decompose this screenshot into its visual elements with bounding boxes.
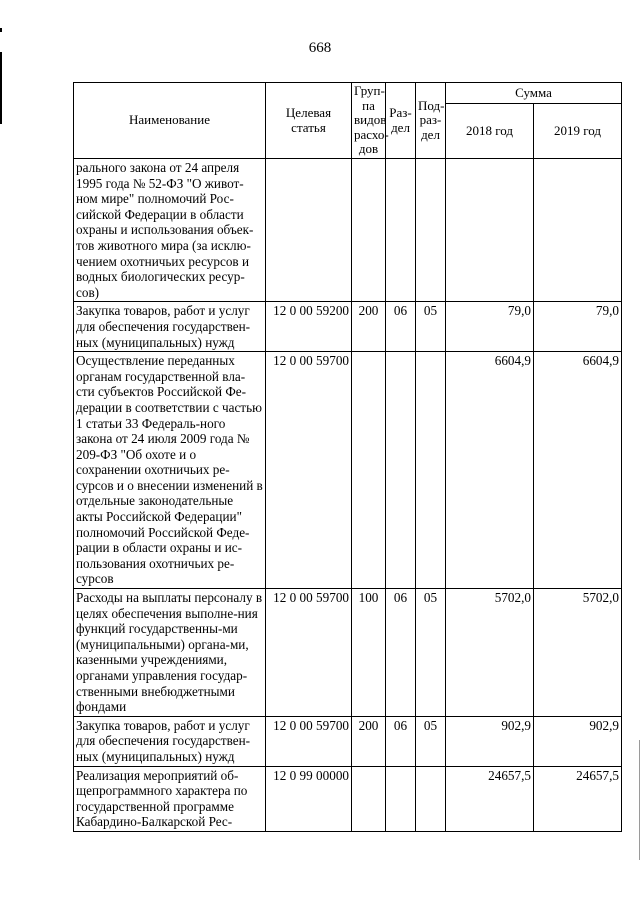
row-sum-2018: 5702,0 [446, 589, 534, 717]
row-sum-2019 [534, 159, 622, 302]
row-target: 12 0 00 59700 [266, 352, 352, 589]
header-section: Раз-дел [386, 83, 416, 159]
budget-table [73, 82, 622, 832]
row-sum-2018: 6604,9 [446, 352, 534, 589]
row-subsection: 05 [416, 589, 446, 717]
row-target: 12 0 99 00000 [266, 766, 352, 831]
table-row [74, 352, 622, 589]
row-sum-2019: 79,0 [534, 302, 622, 352]
row-sum-2018: 902,9 [446, 716, 534, 766]
row-name: Реализация мероприятий об-щепрограммного характера по государственной программе Кабардино-Балкарской Рес- [74, 766, 266, 831]
row-name: Закупка товаров, работ и услуг для обеспечения государствен-ных (муниципальных) нужд [74, 716, 266, 766]
table-row [74, 159, 622, 302]
row-section [386, 352, 416, 589]
header-group: Груп-па видов расхо-дов [352, 83, 386, 159]
row-target [266, 159, 352, 302]
row-group [352, 766, 386, 831]
row-target: 12 0 00 59200 [266, 302, 352, 352]
header-subsection: Под-раз-дел [416, 83, 446, 159]
table-row [74, 766, 622, 831]
row-subsection [416, 352, 446, 589]
header-name: Наименование [74, 83, 266, 159]
row-section [386, 159, 416, 302]
row-group [352, 352, 386, 589]
row-sum-2019: 5702,0 [534, 589, 622, 717]
row-section [386, 766, 416, 831]
header-year-2018: 2018 год [446, 104, 534, 159]
row-group [352, 159, 386, 302]
scan-edge-mark [0, 28, 2, 32]
row-sum-2018: 79,0 [446, 302, 534, 352]
row-sum-2019: 24657,5 [534, 766, 622, 831]
row-group: 200 [352, 302, 386, 352]
row-sum-2018 [446, 159, 534, 302]
page-number: 668 [308, 40, 332, 56]
header-sum: Сумма [446, 83, 622, 104]
row-section: 06 [386, 589, 416, 717]
row-subsection [416, 159, 446, 302]
row-name: Расходы на выплаты персоналу в целях обеспечения выполне-ния функций государственны-ми (муниципальными) органа-ми, казенными учреждениями, органами управления государ-ственными внебюджетными фондами [74, 589, 266, 717]
table-row [74, 716, 622, 766]
table-header-row [74, 83, 622, 104]
scan-edge-mark [0, 52, 2, 124]
row-target: 12 0 00 59700 [266, 589, 352, 717]
row-group: 100 [352, 589, 386, 717]
row-target: 12 0 00 59700 [266, 716, 352, 766]
row-sum-2019: 902,9 [534, 716, 622, 766]
row-sum-2018: 24657,5 [446, 766, 534, 831]
header-target: Целевая статья [266, 83, 352, 159]
row-section: 06 [386, 302, 416, 352]
row-name: Осуществление переданных органам государственной вла-сти субъектов Российской Фе-дерации в соответствии с частью 1 статьи 33 Федераль-ного закона от 24 июля 2009 года № 209-ФЗ "Об охоте и о сохранении охотничьих ре-сурсов и о внесении изменений в отдельные законодательные акты Российской Федерации" полномочий Российской Феде-рации в области охраны и ис-пользования охотничьих ре-сурсов [74, 352, 266, 589]
row-subsection [416, 766, 446, 831]
row-name: Закупка товаров, работ и услуг для обеспечения государствен-ных (муниципальных) нужд [74, 302, 266, 352]
row-name: рального закона от 24 апреля 1995 года № 52-ФЗ "О живот-ном мире" полномочий Рос-сийской Федерации в области охраны и использования объек-тов животного мира (за исклю-чением охотничьих ресурсов и водных биологических ресур-сов) [74, 159, 266, 302]
row-group: 200 [352, 716, 386, 766]
row-sum-2019: 6604,9 [534, 352, 622, 589]
row-section: 06 [386, 716, 416, 766]
table-row [74, 589, 622, 717]
header-year-2019: 2019 год [534, 104, 622, 159]
row-subsection: 05 [416, 716, 446, 766]
table-row [74, 302, 622, 352]
row-subsection: 05 [416, 302, 446, 352]
